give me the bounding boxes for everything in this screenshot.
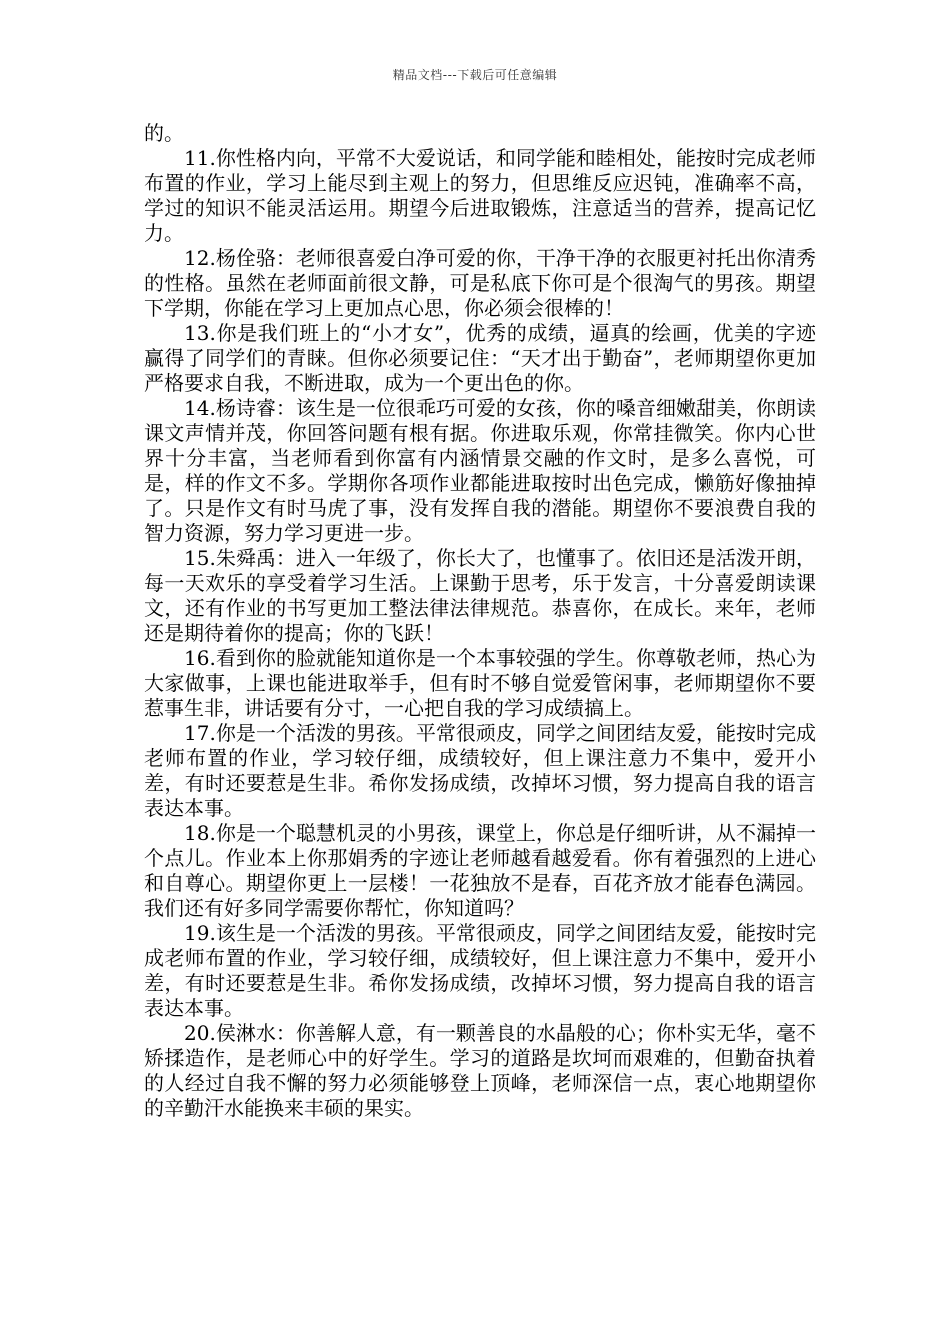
paragraph-14: 14.杨诗睿：该生是一位很乖巧可爱的女孩，你的嗓音细嫩甜美，你朗读课文声情并茂，你回答问题有根有据。你进取乐观，你常挂微笑。你内心世界十分丰富，当老师看到你富有内涵情景交融的作文时，是多么喜悦，可是，样的作文不多。学期你各项作业都能进取按时出色完成，懒筋好像抽掉了。只是作文有时马虎了事，没有发挥自我的潜能。期望你不要浪费自我的智力资源，努力学习更进一步。 xyxy=(144,396,816,545)
paragraph-11: 11.你性格内向，平常不大爱说话，和同学能和睦相处，能按时完成老师布置的作业，学习上能尽到主观上的努力，但思维反应迟钝，准确率不高，学过的知识不能灵活运用。期望今后进取锻炼，注意适当的营养，提高记忆力。 xyxy=(144,146,816,245)
paragraph-13: 13.你是我们班上的“小才女”，优秀的成绩，逼真的绘画，优美的字迹赢得了同学们的青睐。但你必须要记住：“天才出于勤奋”，老师期望你更加严格要求自我，不断进取，成为一个更出色的你。 xyxy=(144,321,816,395)
paragraph-12: 12.杨佺骆：老师很喜爱白净可爱的你，干净干净的衣服更衬托出你清秀的性格。虽然在老师面前很文静，可是私底下你可是个很淘气的男孩。期望下学期，你能在学习上更加点心思，你必须会很棒的！ xyxy=(144,246,816,320)
paragraph-continuation: 的。 xyxy=(144,121,184,145)
paragraph-15: 15.朱舜禹：进入一年级了，你长大了，也懂事了。依旧还是活泼开朗，每一天欢乐的享受着学习生活。上课勤于思考，乐于发言，十分喜爱朗读课文，还有作业的书写更加工整法律法律规范。恭喜你，在成长。来年，老师还是期待着你的提高；你的飞跃！ xyxy=(144,546,816,645)
paragraph-20: 20.侯淋水：你善解人意，有一颗善良的水晶般的心；你朴实无华，毫不矫揉造作，是老师心中的好学生。学习的道路是坎坷而艰难的，但勤奋执着的人经过自我不懈的努力必须能够登上顶峰，老师深信一点，衷心地期望你的辛勤汗水能换来丰硕的果实。 xyxy=(144,1021,816,1120)
page-header: 精品文档---下载后可任意编辑 xyxy=(392,68,558,82)
paragraph-18: 18.你是一个聪慧机灵的小男孩，课堂上，你总是仔细听讲，从不漏掉一个点儿。作业本上你那娟秀的字迹让老师越看越爱看。你有着强烈的上进心和自尊心。期望你更上一层楼！一花独放不是春，百花齐放才能春色满园。我们还有好多同学需要你帮忙，你知道吗？ xyxy=(144,821,816,920)
paragraph-17: 17.你是一个活泼的男孩。平常很顽皮，同学之间团结友爱，能按时完成老师布置的作业，学习较仔细，成绩较好，但上课注意力不集中，爱开小差，有时还要惹是生非。希你发扬成绩，改掉坏习惯，努力提高自我的语言表达本事。 xyxy=(144,721,816,820)
paragraph-19: 19.该生是一个活泼的男孩。平常很顽皮，同学之间团结友爱，能按时完成老师布置的作业，学习较仔细，成绩较好，但上课注意力不集中，爱开小差，有时还要惹是生非。希你发扬成绩，改掉坏习惯，努力提高自我的语言表达本事。 xyxy=(144,921,816,1020)
paragraph-16: 16.看到你的脸就能知道你是一个本事较强的学生。你尊敬老师，热心为大家做事，上课也能进取举手，但有时不够自觉爱管闲事，老师期望你不要惹事生非，讲话要有分寸，一心把自我的学习成绩搞上。 xyxy=(144,646,816,720)
document-body xyxy=(144,121,816,1121)
